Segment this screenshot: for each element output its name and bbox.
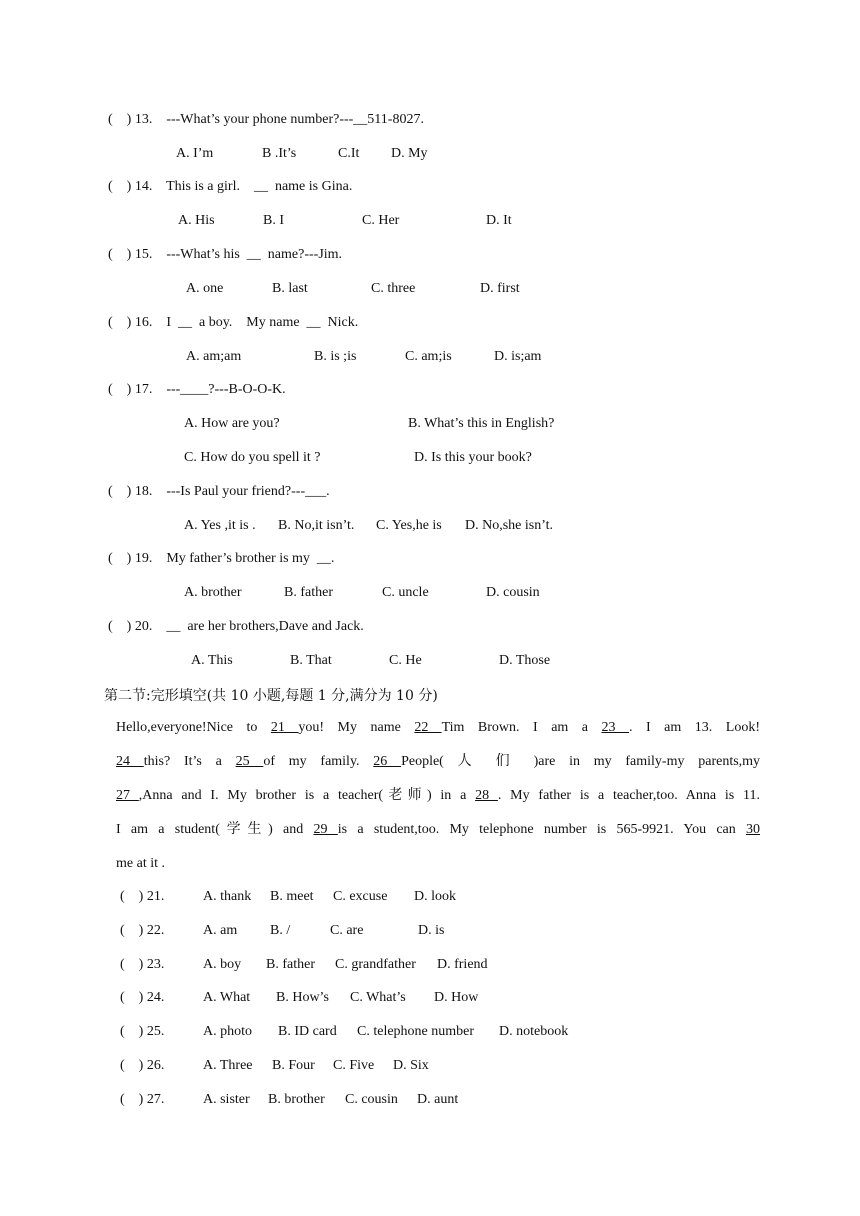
option-d: D. is — [418, 923, 445, 938]
passage-line-5 — [116, 847, 760, 881]
blank-27: 27 — [116, 788, 139, 803]
passage-text: . I am 13. Look! — [629, 720, 760, 735]
option-d: D. is;am — [494, 349, 542, 364]
option-c: C. telephone number — [357, 1024, 475, 1039]
blank-26: 26 — [373, 754, 402, 769]
blank-30: 30 — [746, 822, 761, 837]
option-d: D. friend — [437, 957, 488, 972]
option-c: C. What’s — [350, 990, 406, 1005]
option-b: B. father — [284, 585, 333, 600]
option-c: C. grandfather — [335, 957, 416, 972]
option-b: B .It’s — [262, 146, 297, 161]
question-stem: ( ) 17. ---____?---B-O-O-K. — [108, 382, 286, 397]
option-a: A. Three — [203, 1058, 253, 1073]
option-d: D. cousin — [486, 585, 540, 600]
option-c: C. uncle — [382, 585, 429, 600]
passage-text: this? It’s a — [143, 754, 236, 769]
question-stem: ( ) 18. ---Is Paul your friend?---___. — [108, 484, 330, 499]
option-a: A. brother — [184, 585, 242, 600]
question-stem: ( ) 25. — [120, 1024, 165, 1039]
passage-text: . My father is a teacher,too. Anna is 11. — [497, 788, 760, 803]
question-stem: ( ) 26. — [120, 1058, 165, 1073]
passage-text: is a student,too. My telephone number is 565-9921. You can — [337, 822, 747, 837]
question-stem: ( ) 21. — [120, 889, 165, 904]
option-c: C. He — [389, 653, 422, 668]
question-stem: ( ) 24. — [120, 990, 165, 1005]
option-b: B. brother — [268, 1092, 325, 1107]
option-b: B. Four — [272, 1058, 315, 1073]
question-stem: ( ) 22. — [120, 923, 165, 938]
option-a: A. His — [178, 213, 215, 228]
question-stem: ( ) 23. — [120, 957, 165, 972]
option-d: D. Is this your book? — [414, 450, 532, 465]
option-c: C.It — [338, 146, 360, 161]
passage-text: of my family. — [263, 754, 374, 769]
blank-25: 25 — [235, 754, 264, 769]
option-b: B. That — [290, 653, 332, 668]
passage-text: People( 人 们 )are in my family-my parents,my — [401, 754, 761, 769]
option-b: B. is ;is — [314, 349, 357, 364]
option-b: B. No,it isn’t. — [278, 518, 355, 533]
option-d: D. It — [486, 213, 512, 228]
option-a: A. am — [203, 923, 238, 938]
option-a: A. I’m — [176, 146, 214, 161]
passage-text: Hello,everyone!Nice to — [116, 720, 271, 735]
question-stem: ( ) 13. ---What’s your phone number?---__511-8027. — [108, 112, 424, 127]
option-b: B. How’s — [276, 990, 329, 1005]
option-a: A. am;am — [186, 349, 242, 364]
passage-line-4 — [116, 813, 760, 847]
blank-28: 28 — [475, 788, 498, 803]
option-d: D. look — [414, 889, 456, 904]
blank-24: 24 — [116, 754, 144, 769]
option-a: A. What — [203, 990, 251, 1005]
option-c: C. three — [371, 281, 416, 296]
cloze-passage — [116, 711, 760, 881]
blank-23: 23 — [601, 720, 630, 735]
option-c: C. Five — [333, 1058, 375, 1073]
option-c: C. cousin — [345, 1092, 398, 1107]
option-d: D. Those — [499, 653, 551, 668]
option-a: A. thank — [203, 889, 252, 904]
question-stem: ( ) 14. This is a girl. __ name is Gina. — [108, 179, 353, 194]
question-stem: ( ) 27. — [120, 1092, 165, 1107]
option-b: B. father — [266, 957, 315, 972]
passage-text: Tim Brown. I am a — [441, 720, 602, 735]
option-b: B. I — [263, 213, 284, 228]
passage-text: ,Anna and I. My brother is a teacher(老师) in a — [138, 788, 476, 803]
blank-29: 29 — [313, 822, 338, 837]
option-c: C. are — [330, 923, 364, 938]
option-d: D. Six — [393, 1058, 429, 1073]
passage-text: me at it . — [116, 856, 165, 871]
option-a: A. one — [186, 281, 224, 296]
passage-line-1 — [116, 711, 760, 745]
option-d: D. How — [434, 990, 479, 1005]
passage-text: I am a student(学生) and — [116, 822, 314, 837]
option-a: A. This — [191, 653, 233, 668]
question-stem: ( ) 19. My father’s brother is my __. — [108, 551, 335, 566]
question-stem: ( ) 16. I __ a boy. My name __ Nick. — [108, 315, 359, 330]
option-a: A. Yes ,it is . — [184, 518, 256, 533]
option-d: D. No,she isn’t. — [465, 518, 554, 533]
option-a: A. photo — [203, 1024, 252, 1039]
option-d: D. aunt — [417, 1092, 459, 1107]
passage-line-3 — [116, 779, 760, 813]
option-c: C. excuse — [333, 889, 388, 904]
option-c: C. am;is — [405, 349, 452, 364]
option-c: C. Yes,he is — [376, 518, 442, 533]
question-stem: ( ) 20. __ are her brothers,Dave and Jack. — [108, 619, 364, 634]
option-c: C. How do you spell it ? — [184, 450, 321, 465]
option-c: C. Her — [362, 213, 400, 228]
option-b: B. meet — [270, 889, 314, 904]
option-a: A. sister — [203, 1092, 250, 1107]
blank-21: 21 — [270, 720, 299, 735]
option-b: B. What’s this in English? — [408, 416, 555, 431]
option-a: A. How are you? — [184, 416, 280, 431]
passage-text: you! My name — [298, 720, 415, 735]
option-b: B. / — [270, 923, 291, 938]
blank-22: 22 — [414, 720, 442, 735]
option-d: D. first — [480, 281, 520, 296]
option-b: B. last — [272, 281, 308, 296]
section-heading: 第二节:完形填空(共 10 小题,每题 1 分,满分为 10 分) — [104, 688, 438, 704]
option-b: B. ID card — [278, 1024, 337, 1039]
option-d: D. My — [391, 146, 428, 161]
option-a: A. boy — [203, 957, 242, 972]
passage-line-2 — [116, 745, 760, 779]
question-stem: ( ) 15. ---What’s his __ name?---Jim. — [108, 247, 343, 262]
option-d: D. notebook — [499, 1024, 569, 1039]
